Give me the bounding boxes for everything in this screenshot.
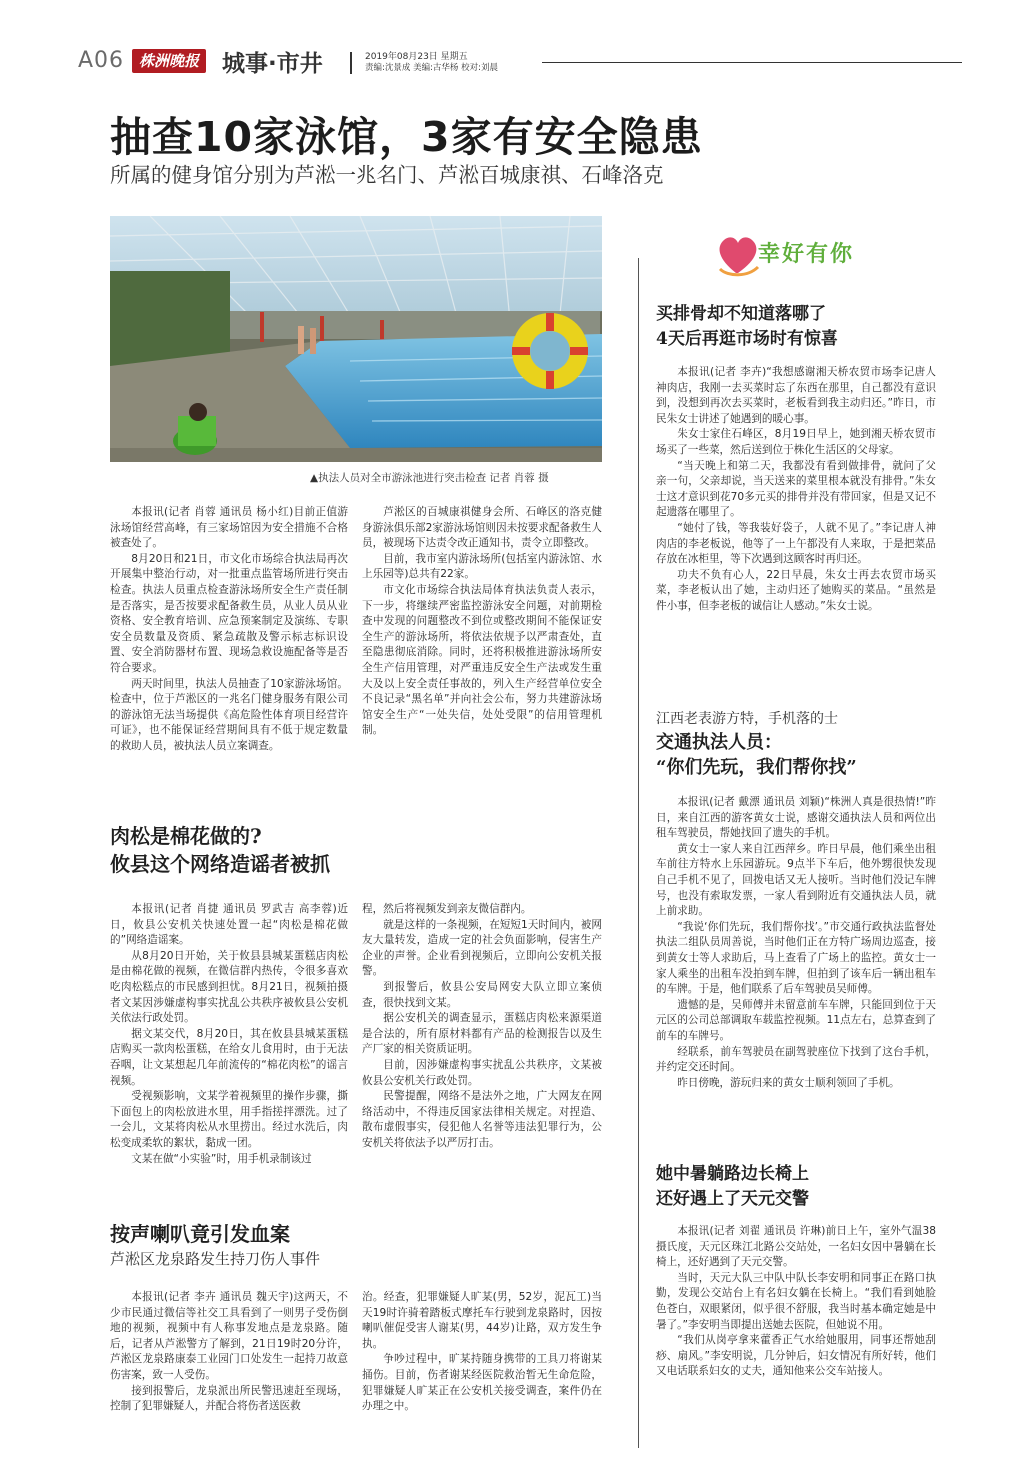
- story1-headline-line1: 买排骨却不知道落哪了: [656, 304, 826, 324]
- newspaper-logo: 株洲晚报: [132, 49, 206, 73]
- paragraph: 功夫不负有心人，22日早晨，朱女士再去农贸市场买菜，李老板认出了她，主动归还了她购买的菜品。“虽然是件小事，但李老板的诚信让人感动。”朱女士说。: [656, 568, 936, 612]
- paragraph: 8月20日和21日，市文化市场综合执法局再次开展集中整治行动，对一批重点监管场所进行突击检查。执法人员重点检查游泳场所安全生产责任制是否落实，是否按要求配备救生员，从业人员从业资格、安全教育培训、应急预案制定及演练、专职安全员数量及资质、紧急疏散及警示标志标识设置、安全消防器材布置、现场急救设施配备等是否符合要求。: [110, 552, 348, 674]
- paragraph: 本报讯(记者 李卉 通讯员 魏天宇)这两天，不少市民通过微信等社交工具看到了一则男子受伤倒地的视频，视频中有人称事发地点是龙泉路。随后，记者从芦淞警方了解到，21日19时20分许，芦淞区龙泉路康泰工业园门口处发生一起持刀故意伤害案，致一人受伤。: [110, 1291, 348, 1381]
- paragraph: 程，然后将视频发到亲友微信群内。: [362, 903, 532, 915]
- article3-col2: [362, 1290, 602, 1415]
- paragraph: 据文某交代，8月20日，其在攸县县城某蛋糕店购买一款肉松蛋糕，在给女儿食用时，由于无法吞咽，让文某想起几年前流传的“棉花肉松”的谣言视频。: [110, 1027, 348, 1087]
- paragraph: 目前，因涉嫌虚构事实扰乱公共秩序，文某被攸县公安机关行政处罚。: [362, 1058, 602, 1087]
- header-rule: [542, 62, 962, 63]
- article2-headline-line1: 肉松是棉花做的?: [110, 824, 262, 848]
- editors-credit: 责编:沈景成 美编:古华杨 校对:刘晨: [365, 63, 498, 73]
- main-article-col1: [110, 505, 348, 755]
- article2-headline: [110, 822, 330, 878]
- paragraph: 芦淞区的百城康祺健身会所、石峰区的洛克健身游泳俱乐部2家游泳场馆则因未按要求配备救生人员，被现场下达责令改正通知书，责令立即整改。: [362, 506, 602, 550]
- paragraph: 民警提醒，网络不是法外之地，广大网友在网络活动中，不得违反国家法律相关规定。对捏造、散布虚假事实，侵犯他人名誉等违法犯罪行为，公安机关将依法予以严厉打击。: [362, 1090, 602, 1149]
- brand-text: 幸好有你: [758, 242, 855, 267]
- article2-col2: [362, 902, 602, 1152]
- paragraph: 经联系，前车驾驶员在副驾驶座位下找到了这台手机，并约定交还时间。: [656, 1045, 936, 1074]
- paragraph: 当时，天元大队三中队中队长李安明和同事正在路口执勤，发现公交站台上有名妇女躺在长椅上。“我们看到她脸色苍白，双眼紧闭，似乎很不舒服，我当时基本确定她是中暑了。”李安明当即提出送她去医院，但她说不用。: [656, 1271, 936, 1331]
- paragraph: 本报讯(记者 刘翟 通讯员 许琳)前日上午，室外气温38摄氏度，天元区珠江北路公交站处，一名妇女因中暑躺在长椅上，还好遇到了天元交警。: [656, 1225, 936, 1269]
- section-divider: [350, 52, 352, 74]
- page-number: A06: [78, 48, 125, 73]
- main-article-col2: [362, 505, 602, 739]
- paragraph: 本报讯(记者 戴漂 通讯员 刘颖)“株洲人真是很热情!”昨日，来自江西的游客黄女士说，感谢交通执法人员和两位出租车驾驶员，帮她找回了遗失的手机。: [656, 796, 936, 840]
- article3-headline: 按声喇叭竟引发血案: [110, 1222, 290, 1246]
- paragraph: 到报警后，攸县公安局网安大队立即立案侦查，很快找到文某。: [362, 980, 602, 1009]
- paragraph: 治。经查，犯罪嫌疑人旷某(男，52岁，泥瓦工)当天19时许骑着踏板式摩托车行驶到龙泉路时，因按喇叭催促受害人谢某(男，44岁)让路，双方发生争执。: [362, 1291, 602, 1350]
- sidebar-divider: [638, 258, 639, 1448]
- section-title: 城事·市井: [222, 51, 323, 77]
- paragraph: 文某在做“小实验”时，用手机录制该过: [131, 1152, 312, 1165]
- paragraph: 目前，我市室内游泳场所(包括室内游泳馆、水上乐园等)总共有22家。: [362, 552, 602, 581]
- paragraph: 遗憾的是，吴师傅并未留意前车车牌，只能回到位于天元区的公司总部调取车载监控视频。11点左右，总算查到了前车的车牌号。: [656, 998, 936, 1042]
- story1-headline-line2: 4天后再逛市场时有惊喜: [656, 329, 838, 349]
- paragraph: 两天时间里，执法人员抽查了10家游泳场馆。检查中，位于芦淞区的一兆名门健身服务有限公司的游泳馆无法当场提供《高危险性体育项目经营许可证》，也不能保证经营期间具有不低于规定数量的救助人员，被执法人员立案调查。: [110, 677, 348, 752]
- story3-headline-line1: 她中暑躺路边长椅上: [656, 1164, 809, 1184]
- story3-body: [656, 1224, 936, 1380]
- article2-headline-line2: 攸县这个网络造谣者被抓: [110, 852, 330, 876]
- paragraph: “她付了钱，等我装好袋子，人就不见了。”李记唐人神肉店的李老板说，他等了一上午都没有人来取，于是把菜品存放在冰柜里，等下次遇到这顾客时再归还。: [656, 521, 936, 566]
- story3-headline: [656, 1162, 809, 1212]
- paragraph: 本报讯(记者 肖捷 通讯员 罗武吉 高李蓉)近日，攸县公安机关快速处置一起“肉松是棉花做的”网络造谣案。: [110, 903, 348, 947]
- main-headline: 抽查10家泳馆，3家有安全隐患: [110, 113, 703, 161]
- paragraph: 就是这样的一条视频，在短短1天时间内，被网友大量转发，造成一定的社会负面影响，侵害生产企业的声誉。企业看到视频后，立即向公安机关报警。: [362, 918, 602, 978]
- heart-icon: [720, 237, 757, 273]
- paragraph: 从8月20日开始，关于攸县县城某蛋糕店肉松是由棉花做的视频，在微信群内热传，令很多喜欢吃肉松糕点的市民感到担忧。8月21日，视频拍摄者文某因涉嫌虚构事实扰乱公共秩序被攸县公安机关依法行政处罚。: [110, 949, 348, 1025]
- story2-headline-line2: “你们先玩，我们帮你找”: [656, 757, 857, 778]
- paragraph: 受视频影响，文某学着视频里的操作步骤，撕下面包上的肉松放进水里，用手指搓拌漂洗。过了一会儿，文某将肉松从水里捞出。经过水洗后，肉松变成柔软的絮状，黏成一团。: [110, 1090, 348, 1149]
- brand-logo: [714, 229, 884, 279]
- paragraph: 本报讯(记者 李卉)“我想感谢湘天桥农贸市场李记唐人神肉店，我刚一去买菜时忘了东西在那里，自己都没有意识到，没想到再次去买菜时，老板看到我主动归还。”昨日，市民朱女士讲述了她遇到的暖心事。: [656, 366, 936, 425]
- paragraph: 接到报警后，龙泉派出所民警迅速赶至现场，控制了犯罪嫌疑人，并配合将伤者送医救: [110, 1384, 348, 1413]
- story2-headline-line1: 交通执法人员：: [656, 732, 782, 753]
- paragraph: “我们从岗亭拿来藿香正气水给她服用，同事还帮她刮痧、扇风。”李安明说，几分钟后，妇女情况有所好转，他们又电话联系妇女的丈夫，通知他来公交车站接人。: [656, 1334, 936, 1378]
- paragraph: 争吵过程中，旷某持随身携带的工具刀将谢某捅伤。目前，伤者谢某经医院救治暂无生命危险，犯罪嫌疑人旷某正在公安机关接受调查，案件仍在办理之中。: [362, 1353, 602, 1413]
- article3-subheadline: 芦淞区龙泉路发生持刀伤人事件: [110, 1250, 321, 1268]
- story1-headline: [656, 302, 838, 352]
- story2-headline: [656, 730, 857, 780]
- issue-date: 2019年08月23日 星期五: [365, 52, 468, 62]
- paragraph: 市文化市场综合执法局体育执法负责人表示，下一步，将继续严密监控游泳安全问题，对前期检查中发现的问题整改不到位或整改期间不能保证安全生产的游泳场所，将依法依规予以严肃查处，直至隐患彻底消除。同时，还将积极推进游泳场所安全生产信用管理，对严重违反安全生产法或发生重大及以上安全责任事故的，列入生产经营单位安全不良记录“黑名单”并向社会公布，努力共建游泳场馆安全生产“一处失信，处处受限”的信用管理机制。: [362, 583, 602, 737]
- paragraph: “当天晚上和第二天，我都没有看到做排骨，就问了父亲一句，父亲却说，当天送来的菜里根本就没有排骨。”朱女士这才意识到花70多元买的排骨并没有带回家，但是又记不起遗落在哪里了。: [656, 459, 936, 519]
- paragraph: 昨日傍晚，游玩归来的黄女士顺利领回了手机。: [677, 1076, 900, 1089]
- paragraph: 本报讯(记者 肖蓉 通讯员 杨小红)目前正值游泳场馆经营高峰，有三家场馆因为安全措施不合格被查处了。: [110, 506, 348, 550]
- main-subheadline: 所属的健身馆分别为芦淞一兆名门、芦淞百城康祺、石峰洛克: [110, 163, 664, 187]
- photo-caption: ▲执法人员对全市游泳池进行突击检查 记者 肖蓉 摄: [310, 472, 549, 484]
- story2-kicker: 江西老表游方特，手机落的士: [656, 711, 838, 727]
- article2-col1: [110, 902, 348, 1167]
- paragraph: 黄女士一家人来自江西萍乡。昨日早晨，他们乘坐出租车前往方特水上乐园游玩。9点半下车后，他外甥很快发现自己手机不见了，回拨电话又无人接听。当时他们没记车牌号，也没有索取发票，一家人看到附近有交通执法人员，就上前求助。: [656, 842, 936, 918]
- story3-headline-line2: 还好遇上了天元交警: [656, 1189, 809, 1209]
- paragraph: 朱女士家住石峰区，8月19日早上，她到湘天桥农贸市场买了一些菜，然后送到位于株化生活区的父母家。: [656, 428, 936, 456]
- story1-body: [656, 365, 936, 615]
- article3-col1: [110, 1290, 348, 1415]
- story2-body: [656, 795, 936, 1091]
- pool-photo: [110, 216, 602, 462]
- paragraph: 据公安机关的调查显示，蛋糕店肉松来源渠道是合法的，所有原材料都有产品的检测报告以及生产厂家的相关资质证明。: [362, 1012, 602, 1056]
- paragraph: “我说‘你们先玩，我们帮你找’。”市交通行政执法监督处执法二组队员周善说，当时他们正在方特广场周边巡查，接到黄女士等人求助后，马上查看了广场上的监控。黄女士一家人乘坐的出租车没拍到车牌，但拍到了该车后一辆出租车的车牌。于是，他们联系了后车驾驶员吴师傅。: [656, 920, 936, 996]
